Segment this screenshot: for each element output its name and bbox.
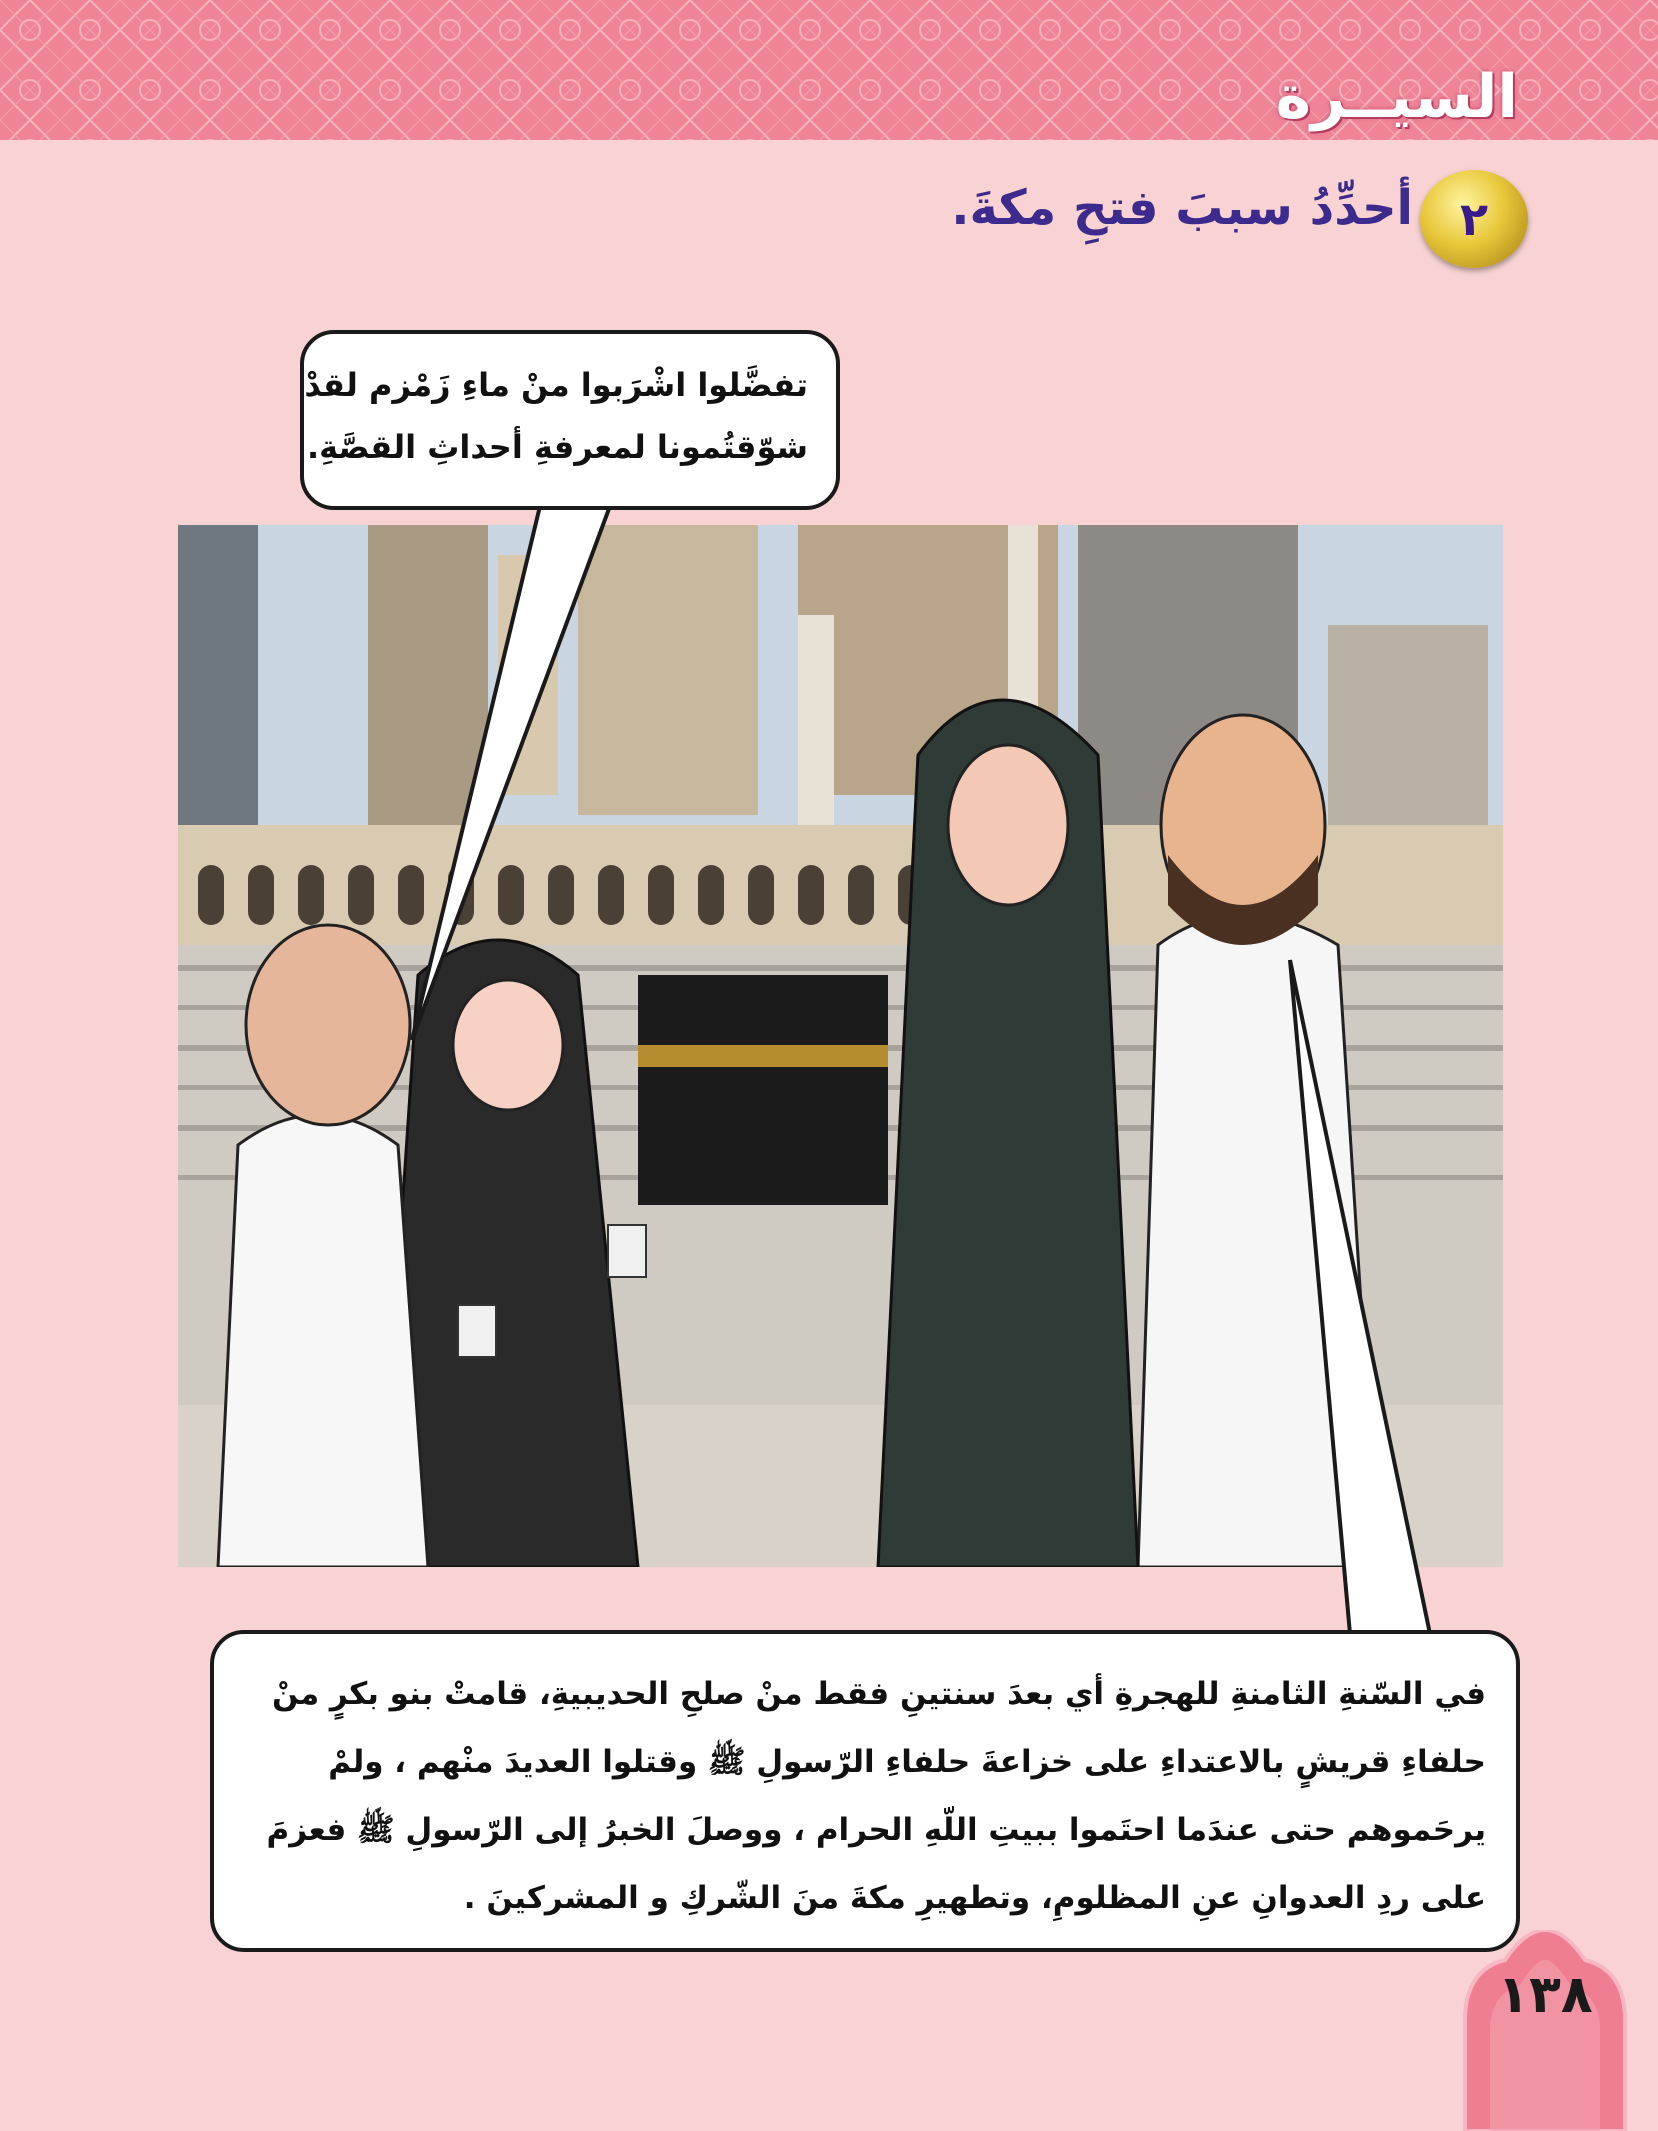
page-number-badge-icon [1445, 1930, 1645, 2131]
speech-bubble-bottom [210, 1630, 1520, 1952]
question-number: ٢ [1459, 192, 1489, 246]
speech-top-line: شوّقتُمونا لمعرفةِ أحداثِ القصَّةِ. [306, 428, 808, 466]
narrative-line: يرحَموهم حتى عندَما احتَموا ببيتِ اللّهِ الحرام ، ووصلَ الخبرُ إلى الرّسولِ ﷺ فعزمَ [266, 1812, 1486, 1848]
speech-tail-top [412, 506, 610, 1040]
narrative-line: في السّنةِ الثامنةِ للهجرةِ أي بعدَ سنتينِ فقط منْ صلحِ الحديبيةِ، قامتْ بنو بكرٍ منْ [272, 1676, 1486, 1712]
page-number: ١٣٨ [1497, 1965, 1593, 2025]
question-text: أحدِّدُ سببَ فتحِ مكةَ. [951, 180, 1413, 236]
section-title: السيــرة [1275, 62, 1518, 132]
speech-top-line: تفضَّلوا اشْرَبوا منْ ماءِ زَمْزم لقدْ [304, 366, 808, 404]
narrative-line: حلفاءِ قريشٍ بالاعتداءِ على خزاعةَ حلفاءِ الرّسولِ ﷺ وقتلوا العديدَ منْهم ، ولمْ [328, 1744, 1486, 1780]
speech-bubble-top [300, 330, 840, 510]
speech-tail-bottom [1290, 960, 1430, 1634]
narrative-line: على ردِ العدوانِ عنِ المظلومِ، وتطهيرِ مكةَ منَ الشّركِ و المشركينَ . [463, 1880, 1486, 1916]
